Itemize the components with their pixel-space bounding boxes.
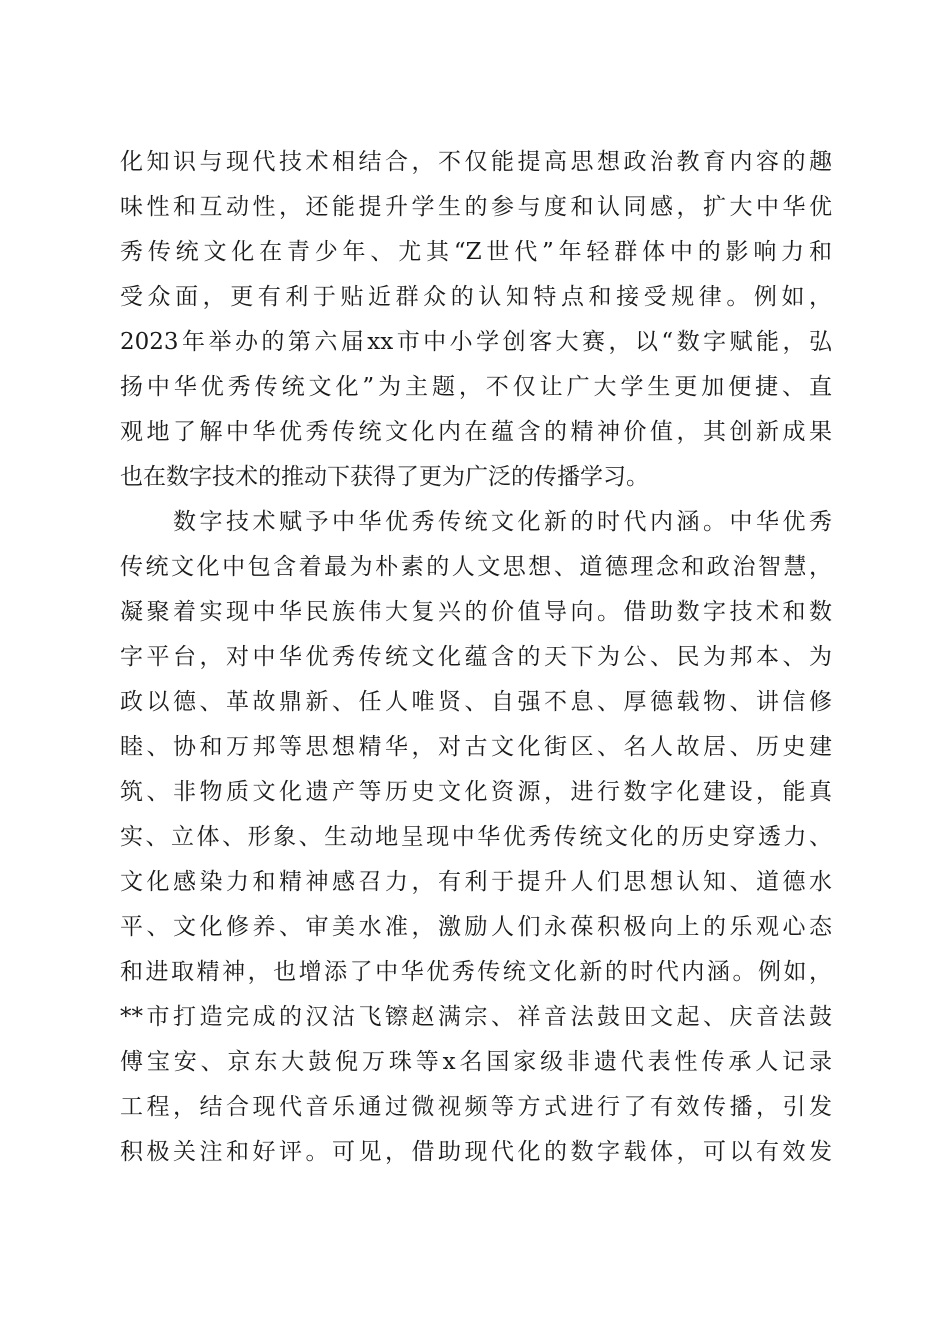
text-line: 观地了解中华优秀传统文化内在蕴含的精神价值，其创新成果: [120, 419, 832, 445]
text-line: 傅宝安、京东大鼓倪万珠等x名国家级非遗代表性传承人记录: [120, 1049, 832, 1075]
text-line: 2023年举办的第六届xx市中小学创客大赛，以“数字赋能，弘: [120, 329, 832, 355]
text-line: 秀传统文化在青少年、尤其“Z世代”年轻群体中的影响力和: [120, 239, 832, 265]
text-line: 传统文化中包含着最为朴素的人文思想、道德理念和政治智慧，: [120, 554, 832, 580]
text-line: 凝聚着实现中华民族伟大复兴的价值导向。借助数字技术和数: [120, 599, 832, 625]
text-line: 文化感染力和精神感召力，有利于提升人们思想认知、道德水: [120, 869, 832, 895]
text-line: 数字技术赋予中华优秀传统文化新的时代内涵。中华优秀: [120, 509, 832, 535]
text-line: 实、立体、形象、生动地呈现中华优秀传统文化的历史穿透力、: [120, 824, 832, 850]
text-line: 政以德、革故鼎新、任人唯贤、自强不息、厚德载物、讲信修: [120, 689, 832, 715]
text-line: 受众面，更有利于贴近群众的认知特点和接受规律。例如，: [120, 284, 832, 310]
text-line: 字平台，对中华优秀传统文化蕴含的天下为公、民为邦本、为: [120, 644, 832, 670]
paragraph-1: [120, 140, 832, 500]
text-line: 也在数字技术的推动下获得了更为广泛的传播学习。: [120, 464, 649, 490]
paragraph-2: [120, 500, 832, 1175]
text-line: **市打造完成的汉沽飞镲赵满宗、祥音法鼓田文起、庆音法鼓: [120, 1004, 832, 1030]
text-line: 平、文化修养、审美水准，激励人们永葆积极向上的乐观心态: [120, 914, 832, 940]
text-line: 工程，结合现代音乐通过微视频等方式进行了有效传播，引发: [120, 1094, 832, 1120]
text-line: 积极关注和好评。可见，借助现代化的数字载体，可以有效发: [120, 1139, 832, 1165]
text-line: 味性和互动性，还能提升学生的参与度和认同感，扩大中华优: [120, 194, 832, 220]
text-line: 和进取精神，也增添了中华优秀传统文化新的时代内涵。例如，: [120, 959, 832, 985]
text-line: 扬中华优秀传统文化”为主题，不仅让广大学生更加便捷、直: [120, 374, 832, 400]
text-line: 睦、协和万邦等思想精华，对古文化街区、名人故居、历史建: [120, 734, 832, 760]
text-line: 化知识与现代技术相结合，不仅能提高思想政治教育内容的趣: [120, 149, 832, 175]
body-text: [120, 140, 832, 1175]
text-line: 筑、非物质文化遗产等历史文化资源，进行数字化建设，能真: [120, 779, 832, 805]
